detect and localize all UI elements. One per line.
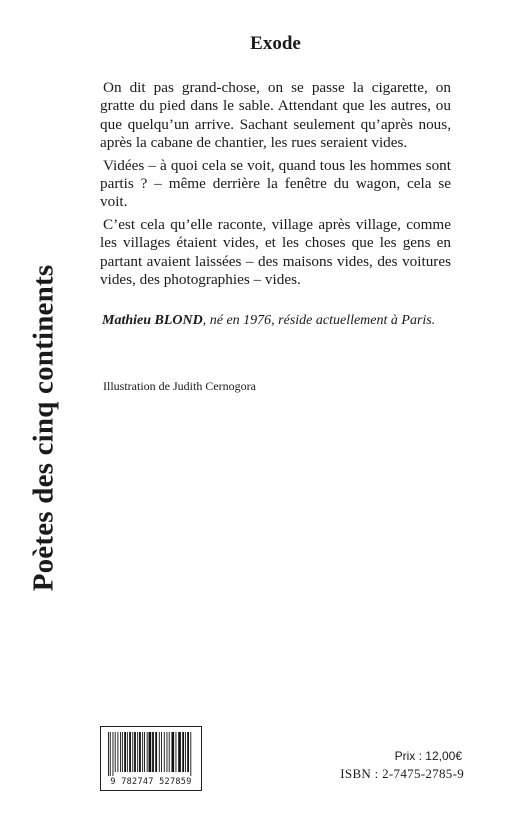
barcode-bar [129,732,131,772]
barcode-bar [120,732,121,772]
barcode-bar [127,732,128,772]
barcode-bar [155,732,157,772]
barcode-bar [169,732,170,772]
barcode-bar [108,732,109,776]
book-title: Exode [250,33,301,54]
barcode-bar [167,732,168,772]
blurb-paragraph-2: Vidées – à quoi cela se voit, quand tous les hommes sont partis ? – même derrière la fenêtre du wagon, cela se voit. [100,156,451,211]
blurb-text [100,79,451,293]
barcode-bar [178,732,181,772]
barcode-bar [149,732,152,772]
barcode-bar [134,732,136,772]
barcode-bar [142,732,143,772]
isbn-label: ISBN : 2-7475-2785-9 [340,766,464,781]
barcode-bar [185,732,186,772]
author-name: Mathieu BLOND [102,313,203,328]
barcode-bar [176,732,177,772]
blurb-paragraph-3: C’est cela qu’elle raconte, village après village, comme les villages étaient vides, et les choses que les gens en partant avaient laissées – des maisons vides, des voitures vides, des photographies – vides. [100,215,451,289]
barcode-bar [187,732,189,772]
blurb-paragraph-1: On dit pas grand-chose, on se passe la cigarette, on gratte du pied dans le sable. Attendant que les autres, ou que quelqu’un arrive. Sachant seulement qu’après nous, après la cabane de chantier, les rues seraient vides. [100,79,451,152]
barcode-bar [159,732,160,772]
barcode-bar [164,732,165,772]
author-line [102,313,462,329]
barcode-bar [152,732,154,772]
barcode-bar [113,732,114,776]
barcode-bar [124,732,126,772]
barcode-bar [122,732,123,772]
author-bio: , né en 1976, réside actuellement à Paris. [202,313,436,328]
barcode-bar [117,732,118,772]
barcode [100,726,202,791]
barcode-digits: 9 782747 527859 [110,777,192,787]
price-label: Prix : 12,00€ [394,749,462,763]
barcode-bar [161,732,162,772]
illustration-credit: Illustration de Judith Cernogora [103,379,256,393]
barcode-bar [182,732,184,772]
barcode-bar [190,732,191,776]
barcode-bar [144,732,145,772]
barcode-bar [115,732,116,772]
barcode-bar [171,732,174,772]
barcode-bar [110,732,111,776]
barcode-bar [132,732,133,772]
barcode-bar [139,732,141,772]
barcode-bars [107,732,195,776]
barcode-bar [147,732,148,772]
series-title: Poètes des cinq continents [27,264,60,592]
barcode-bar [137,732,138,772]
